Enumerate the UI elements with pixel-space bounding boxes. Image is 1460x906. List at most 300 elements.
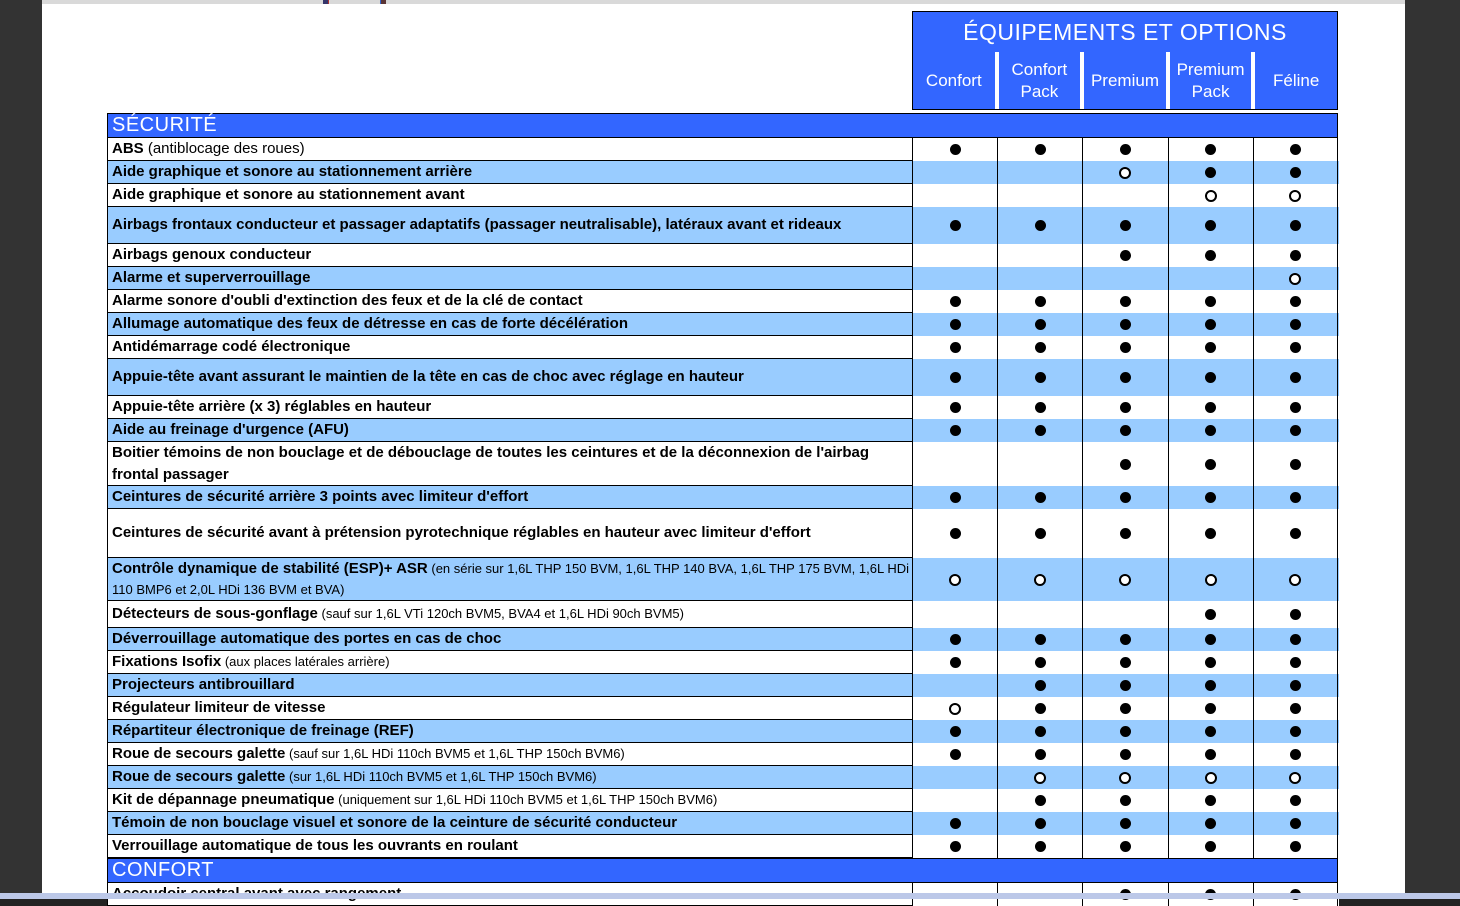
availability-cell: [997, 267, 1082, 290]
availability-cell: [1168, 697, 1253, 720]
standard-equipment-dot-icon: [1120, 250, 1131, 261]
column-header-premium-pack: Premium Pack: [1170, 52, 1252, 109]
standard-equipment-dot-icon: [950, 402, 961, 413]
feature-label: Régulateur limiteur de vitesse: [112, 699, 326, 717]
availability-cell: [997, 743, 1082, 766]
availability-cell: [1168, 628, 1253, 651]
availability-cell: [1168, 601, 1253, 628]
feature-cell: [107, 766, 912, 789]
standard-equipment-dot-icon: [1205, 492, 1216, 503]
availability-cell: [1082, 396, 1167, 419]
availability-cell: [997, 359, 1082, 396]
feature-cell: [107, 290, 912, 313]
feature-cell: [107, 509, 912, 558]
standard-equipment-dot-icon: [1205, 250, 1216, 261]
feature-label: Déverrouillage automatique des portes en cas de choc: [112, 630, 502, 648]
feature-cell: [107, 207, 912, 244]
feature-label: Airbags frontaux conducteur et passager adaptatifs (passager neutralisable), latéraux avant et rideaux: [112, 216, 842, 234]
standard-equipment-dot-icon: [1120, 634, 1131, 645]
standard-equipment-dot-icon: [1035, 319, 1046, 330]
feature-label: Antidémarrage codé électronique: [112, 338, 351, 356]
availability-cell: [1253, 766, 1338, 789]
standard-equipment-dot-icon: [1290, 342, 1301, 353]
availability-cell: [1082, 628, 1167, 651]
standard-equipment-dot-icon: [1205, 372, 1216, 383]
standard-equipment-dot-icon: [1290, 634, 1301, 645]
standard-equipment-dot-icon: [1290, 818, 1301, 829]
table-row: [107, 628, 1339, 651]
optional-equipment-circle-icon: [1289, 190, 1301, 202]
availability-cell: [1253, 674, 1338, 697]
standard-equipment-dot-icon: [1035, 342, 1046, 353]
availability-cell: [1253, 812, 1338, 835]
feature-cell: [107, 674, 912, 697]
feature-label: Ceintures de sécurité avant à prétension pyrotechnique réglables en hauteur avec limiteur d'effort: [112, 524, 811, 542]
availability-cell: [997, 207, 1082, 244]
availability-cell: [997, 161, 1082, 184]
standard-equipment-dot-icon: [1290, 319, 1301, 330]
standard-equipment-dot-icon: [950, 528, 961, 539]
availability-cell: [997, 697, 1082, 720]
standard-equipment-dot-icon: [1035, 528, 1046, 539]
standard-equipment-dot-icon: [1205, 296, 1216, 307]
standard-equipment-dot-icon: [1035, 220, 1046, 231]
feature-label: Kit de dépannage pneumatique: [112, 791, 335, 809]
table-row: [107, 601, 1339, 628]
optional-equipment-circle-icon: [1289, 574, 1301, 586]
availability-cell: [1253, 396, 1338, 419]
availability-cell: [1082, 359, 1167, 396]
table-row: [107, 336, 1339, 359]
standard-equipment-dot-icon: [950, 726, 961, 737]
standard-equipment-dot-icon: [1290, 459, 1301, 470]
availability-cell: [1082, 267, 1167, 290]
optional-equipment-circle-icon: [1289, 273, 1301, 285]
availability-cell: [912, 674, 997, 697]
table-row: [107, 812, 1339, 835]
feature-cell: [107, 628, 912, 651]
availability-cell: [1082, 138, 1167, 161]
optional-equipment-circle-icon: [1119, 167, 1131, 179]
standard-equipment-dot-icon: [1120, 459, 1131, 470]
standard-equipment-dot-icon: [1205, 841, 1216, 852]
feature-cell: [107, 720, 912, 743]
standard-equipment-dot-icon: [950, 818, 961, 829]
availability-cell: [997, 674, 1082, 697]
table-row: [107, 486, 1339, 509]
optional-equipment-circle-icon: [949, 574, 961, 586]
document-page: [42, 0, 1405, 893]
feature-label: Allumage automatique des feux de détresse en cas de forte décélération: [112, 315, 628, 333]
feature-note: (uniquement sur 1,6L HDi 110ch BVM5 et 1,6L THP 150ch BVM6): [334, 792, 718, 808]
availability-cell: [1082, 812, 1167, 835]
standard-equipment-dot-icon: [1035, 703, 1046, 714]
standard-equipment-dot-icon: [1035, 726, 1046, 737]
availability-cell: [1253, 359, 1338, 396]
standard-equipment-dot-icon: [1205, 459, 1216, 470]
availability-cell: [1168, 509, 1253, 558]
availability-cell: [1082, 509, 1167, 558]
availability-cell: [1168, 835, 1253, 858]
table-row: [107, 290, 1339, 313]
availability-cell: [912, 419, 997, 442]
standard-equipment-dot-icon: [1290, 726, 1301, 737]
table-row: [107, 835, 1339, 858]
availability-cell: [1168, 184, 1253, 207]
availability-cell: [1253, 161, 1338, 184]
standard-equipment-dot-icon: [1290, 220, 1301, 231]
standard-equipment-dot-icon: [950, 841, 961, 852]
standard-equipment-dot-icon: [950, 220, 961, 231]
availability-cell: [912, 812, 997, 835]
availability-cell: [997, 789, 1082, 812]
availability-cell: [1253, 628, 1338, 651]
standard-equipment-dot-icon: [1120, 818, 1131, 829]
column-header-premium: Premium: [1084, 52, 1166, 109]
availability-cell: [1253, 835, 1338, 858]
availability-cell: [1082, 743, 1167, 766]
availability-cell: [997, 601, 1082, 628]
availability-cell: [912, 486, 997, 509]
cropped-row-strip: [42, 0, 1405, 4]
standard-equipment-dot-icon: [1290, 841, 1301, 852]
optional-equipment-circle-icon: [1205, 772, 1217, 784]
table-row: [107, 766, 1339, 789]
feature-cell: [107, 138, 912, 161]
availability-cell: [1253, 789, 1338, 812]
standard-equipment-dot-icon: [1290, 167, 1301, 178]
standard-equipment-dot-icon: [1290, 703, 1301, 714]
standard-equipment-dot-icon: [1120, 726, 1131, 737]
feature-label: Verrouillage automatique de tous les ouvrants en roulant: [112, 837, 518, 855]
feature-cell: [107, 697, 912, 720]
availability-cell: [997, 720, 1082, 743]
availability-cell: [997, 244, 1082, 267]
table-row: [107, 161, 1339, 184]
availability-cell: [1082, 442, 1167, 486]
feature-cell: [107, 161, 912, 184]
availability-cell: [1082, 419, 1167, 442]
standard-equipment-dot-icon: [1205, 402, 1216, 413]
availability-cell: [1253, 244, 1338, 267]
availability-cell: [1168, 138, 1253, 161]
standard-equipment-dot-icon: [1205, 319, 1216, 330]
availability-cell: [1168, 207, 1253, 244]
standard-equipment-dot-icon: [950, 319, 961, 330]
feature-cell: [107, 812, 912, 835]
standard-equipment-dot-icon: [1120, 319, 1131, 330]
feature-cell: [107, 558, 912, 601]
availability-cell: [1168, 674, 1253, 697]
standard-equipment-dot-icon: [1120, 749, 1131, 760]
trim-column-headers: [913, 52, 1337, 109]
availability-cell: [1168, 766, 1253, 789]
availability-cell: [912, 207, 997, 244]
optional-equipment-circle-icon: [1205, 574, 1217, 586]
standard-equipment-dot-icon: [950, 749, 961, 760]
standard-equipment-dot-icon: [950, 634, 961, 645]
feature-label: Boitier témoins de non bouclage et de débouclage de toutes les ceintures et de la déconnexion de l'airbag frontal passager: [112, 444, 870, 483]
standard-equipment-dot-icon: [950, 144, 961, 155]
feature-label: Projecteurs antibrouillard: [112, 676, 295, 694]
availability-cell: [1082, 290, 1167, 313]
feature-cell: [107, 651, 912, 674]
standard-equipment-dot-icon: [1120, 528, 1131, 539]
standard-equipment-dot-icon: [1290, 528, 1301, 539]
availability-cell: [1082, 244, 1167, 267]
standard-equipment-dot-icon: [1035, 402, 1046, 413]
standard-equipment-dot-icon: [1035, 749, 1046, 760]
availability-cell: [997, 396, 1082, 419]
feature-note: (antiblocage des roues): [143, 140, 305, 158]
feature-cell: [107, 336, 912, 359]
column-header-confort: Confort: [913, 52, 995, 109]
feature-cell: [107, 267, 912, 290]
table-row: [107, 789, 1339, 812]
feature-label: Ceintures de sécurité arrière 3 points avec limiteur d'effort: [112, 488, 529, 506]
cropped-text-artifact: [380, 0, 386, 4]
availability-cell: [1168, 359, 1253, 396]
availability-cell: [912, 558, 997, 601]
availability-cell: [997, 766, 1082, 789]
optional-equipment-circle-icon: [1119, 772, 1131, 784]
standard-equipment-dot-icon: [1205, 167, 1216, 178]
availability-cell: [1168, 313, 1253, 336]
column-header-f-line: Féline: [1255, 52, 1337, 109]
standard-equipment-dot-icon: [1035, 680, 1046, 691]
feature-label: Contrôle dynamique de stabilité (ESP)+ ASR: [112, 559, 428, 577]
availability-cell: [1082, 835, 1167, 858]
availability-cell: [1253, 267, 1338, 290]
availability-cell: [997, 290, 1082, 313]
standard-equipment-dot-icon: [950, 342, 961, 353]
availability-cell: [1168, 720, 1253, 743]
standard-equipment-dot-icon: [1035, 657, 1046, 668]
table-row: [107, 359, 1339, 396]
table-row: [107, 184, 1339, 207]
availability-cell: [1082, 674, 1167, 697]
feature-label: Détecteurs de sous-gonflage: [112, 605, 318, 623]
feature-label: Appuie-tête arrière (x 3) réglables en hauteur: [112, 398, 432, 416]
standard-equipment-dot-icon: [1290, 425, 1301, 436]
standard-equipment-dot-icon: [1205, 680, 1216, 691]
availability-cell: [1253, 138, 1338, 161]
availability-cell: [1082, 336, 1167, 359]
feature-cell: [107, 313, 912, 336]
section-header-s-curit-: SÉCURITÉ: [107, 113, 1338, 138]
availability-cell: [1253, 290, 1338, 313]
standard-equipment-dot-icon: [950, 657, 961, 668]
standard-equipment-dot-icon: [1205, 220, 1216, 231]
standard-equipment-dot-icon: [1035, 372, 1046, 383]
availability-cell: [1168, 486, 1253, 509]
feature-cell: [107, 396, 912, 419]
standard-equipment-dot-icon: [1205, 726, 1216, 737]
standard-equipment-dot-icon: [1035, 818, 1046, 829]
standard-equipment-dot-icon: [1290, 657, 1301, 668]
optional-equipment-circle-icon: [1119, 574, 1131, 586]
feature-cell: [107, 743, 912, 766]
availability-cell: [912, 835, 997, 858]
availability-cell: [912, 509, 997, 558]
standard-equipment-dot-icon: [1205, 144, 1216, 155]
standard-equipment-dot-icon: [1120, 795, 1131, 806]
table-row: [107, 651, 1339, 674]
availability-cell: [1082, 184, 1167, 207]
availability-cell: [1082, 789, 1167, 812]
standard-equipment-dot-icon: [1290, 372, 1301, 383]
standard-equipment-dot-icon: [1035, 841, 1046, 852]
feature-label: Aide au freinage d'urgence (AFU): [112, 421, 349, 439]
equipment-table: [107, 113, 1339, 906]
standard-equipment-dot-icon: [1120, 144, 1131, 155]
availability-cell: [912, 313, 997, 336]
availability-cell: [912, 743, 997, 766]
window-edge-strip: [0, 893, 1460, 899]
availability-cell: [997, 138, 1082, 161]
availability-cell: [997, 835, 1082, 858]
availability-cell: [1168, 290, 1253, 313]
table-row: [107, 244, 1339, 267]
standard-equipment-dot-icon: [1120, 372, 1131, 383]
table-row: [107, 743, 1339, 766]
availability-cell: [912, 442, 997, 486]
standard-equipment-dot-icon: [1290, 250, 1301, 261]
table-row: [107, 419, 1339, 442]
standard-equipment-dot-icon: [1290, 749, 1301, 760]
standard-equipment-dot-icon: [1205, 703, 1216, 714]
feature-label: Alarme sonore d'oubli d'extinction des feux et de la clé de contact: [112, 292, 583, 310]
availability-cell: [997, 419, 1082, 442]
availability-cell: [1082, 486, 1167, 509]
feature-note: (sauf sur 1,6L VTi 120ch BVM5, BVA4 et 1,6L HDi 90ch BVM5): [317, 606, 684, 622]
availability-cell: [1082, 697, 1167, 720]
availability-cell: [1168, 244, 1253, 267]
feature-cell: [107, 835, 912, 858]
availability-cell: [912, 184, 997, 207]
availability-cell: [1253, 313, 1338, 336]
availability-cell: [1253, 207, 1338, 244]
availability-cell: [1168, 396, 1253, 419]
optional-equipment-circle-icon: [1289, 772, 1301, 784]
availability-cell: [912, 396, 997, 419]
table-row: [107, 313, 1339, 336]
table-row: [107, 558, 1339, 601]
standard-equipment-dot-icon: [1035, 634, 1046, 645]
standard-equipment-dot-icon: [1035, 795, 1046, 806]
availability-cell: [1168, 336, 1253, 359]
standard-equipment-dot-icon: [950, 296, 961, 307]
standard-equipment-dot-icon: [950, 372, 961, 383]
feature-cell: [107, 789, 912, 812]
table-row: [107, 697, 1339, 720]
standard-equipment-dot-icon: [1120, 220, 1131, 231]
availability-cell: [912, 651, 997, 674]
standard-equipment-dot-icon: [1205, 342, 1216, 353]
standard-equipment-dot-icon: [1205, 795, 1216, 806]
standard-equipment-dot-icon: [1205, 657, 1216, 668]
availability-cell: [1082, 207, 1167, 244]
availability-cell: [1168, 267, 1253, 290]
feature-label: Roue de secours galette: [112, 768, 286, 786]
standard-equipment-dot-icon: [1205, 634, 1216, 645]
standard-equipment-dot-icon: [1290, 296, 1301, 307]
availability-cell: [1082, 161, 1167, 184]
availability-cell: [912, 766, 997, 789]
table-row: [107, 138, 1339, 161]
availability-cell: [1168, 812, 1253, 835]
standard-equipment-dot-icon: [1120, 425, 1131, 436]
feature-label: Alarme et superverrouillage: [112, 269, 311, 287]
table-row: [107, 720, 1339, 743]
section-header-confort: CONFORT: [107, 858, 1338, 883]
standard-equipment-dot-icon: [1120, 657, 1131, 668]
availability-cell: [912, 720, 997, 743]
availability-cell: [1168, 789, 1253, 812]
availability-cell: [997, 558, 1082, 601]
standard-equipment-dot-icon: [1120, 296, 1131, 307]
optional-equipment-circle-icon: [949, 703, 961, 715]
standard-equipment-dot-icon: [1290, 492, 1301, 503]
standard-equipment-dot-icon: [950, 425, 961, 436]
feature-cell: [107, 184, 912, 207]
feature-label: Fixations Isofix: [112, 653, 222, 671]
feature-note: (sauf sur 1,6L HDi 110ch BVM5 et 1,6L THP 150ch BVM6): [285, 746, 625, 762]
availability-cell: [912, 244, 997, 267]
standard-equipment-dot-icon: [1290, 402, 1301, 413]
standard-equipment-dot-icon: [1035, 144, 1046, 155]
feature-cell: [107, 244, 912, 267]
availability-cell: [997, 486, 1082, 509]
availability-cell: [1253, 486, 1338, 509]
optional-equipment-circle-icon: [1034, 574, 1046, 586]
standard-equipment-dot-icon: [1205, 425, 1216, 436]
availability-cell: [912, 601, 997, 628]
standard-equipment-dot-icon: [1205, 749, 1216, 760]
standard-equipment-dot-icon: [1120, 402, 1131, 413]
availability-cell: [1253, 601, 1338, 628]
availability-cell: [997, 628, 1082, 651]
availability-cell: [997, 442, 1082, 486]
standard-equipment-dot-icon: [1290, 609, 1301, 620]
availability-cell: [1168, 442, 1253, 486]
standard-equipment-dot-icon: [1035, 425, 1046, 436]
availability-cell: [1253, 697, 1338, 720]
availability-cell: [1253, 184, 1338, 207]
feature-label: Témoin de non bouclage visuel et sonore de la ceinture de sécurité conducteur: [112, 814, 678, 832]
availability-cell: [1253, 720, 1338, 743]
availability-cell: [1168, 651, 1253, 674]
header-title: ÉQUIPEMENTS ET OPTIONS: [963, 18, 1287, 45]
availability-cell: [1253, 558, 1338, 601]
feature-label: Aide graphique et sonore au stationnement avant: [112, 186, 465, 204]
standard-equipment-dot-icon: [1120, 342, 1131, 353]
availability-cell: [997, 651, 1082, 674]
availability-cell: [997, 184, 1082, 207]
standard-equipment-dot-icon: [1290, 144, 1301, 155]
standard-equipment-dot-icon: [1120, 492, 1131, 503]
standard-equipment-dot-icon: [1035, 492, 1046, 503]
table-row: [107, 509, 1339, 558]
feature-cell: [107, 601, 912, 628]
availability-cell: [1082, 766, 1167, 789]
feature-label: Appuie-tête avant assurant le maintien de la tête en cas de choc avec réglage en hauteur: [112, 368, 744, 386]
availability-cell: [1082, 558, 1167, 601]
cropped-text-artifact: [323, 0, 329, 4]
availability-cell: [1253, 336, 1338, 359]
availability-cell: [1253, 419, 1338, 442]
feature-label: Roue de secours galette: [112, 745, 286, 763]
